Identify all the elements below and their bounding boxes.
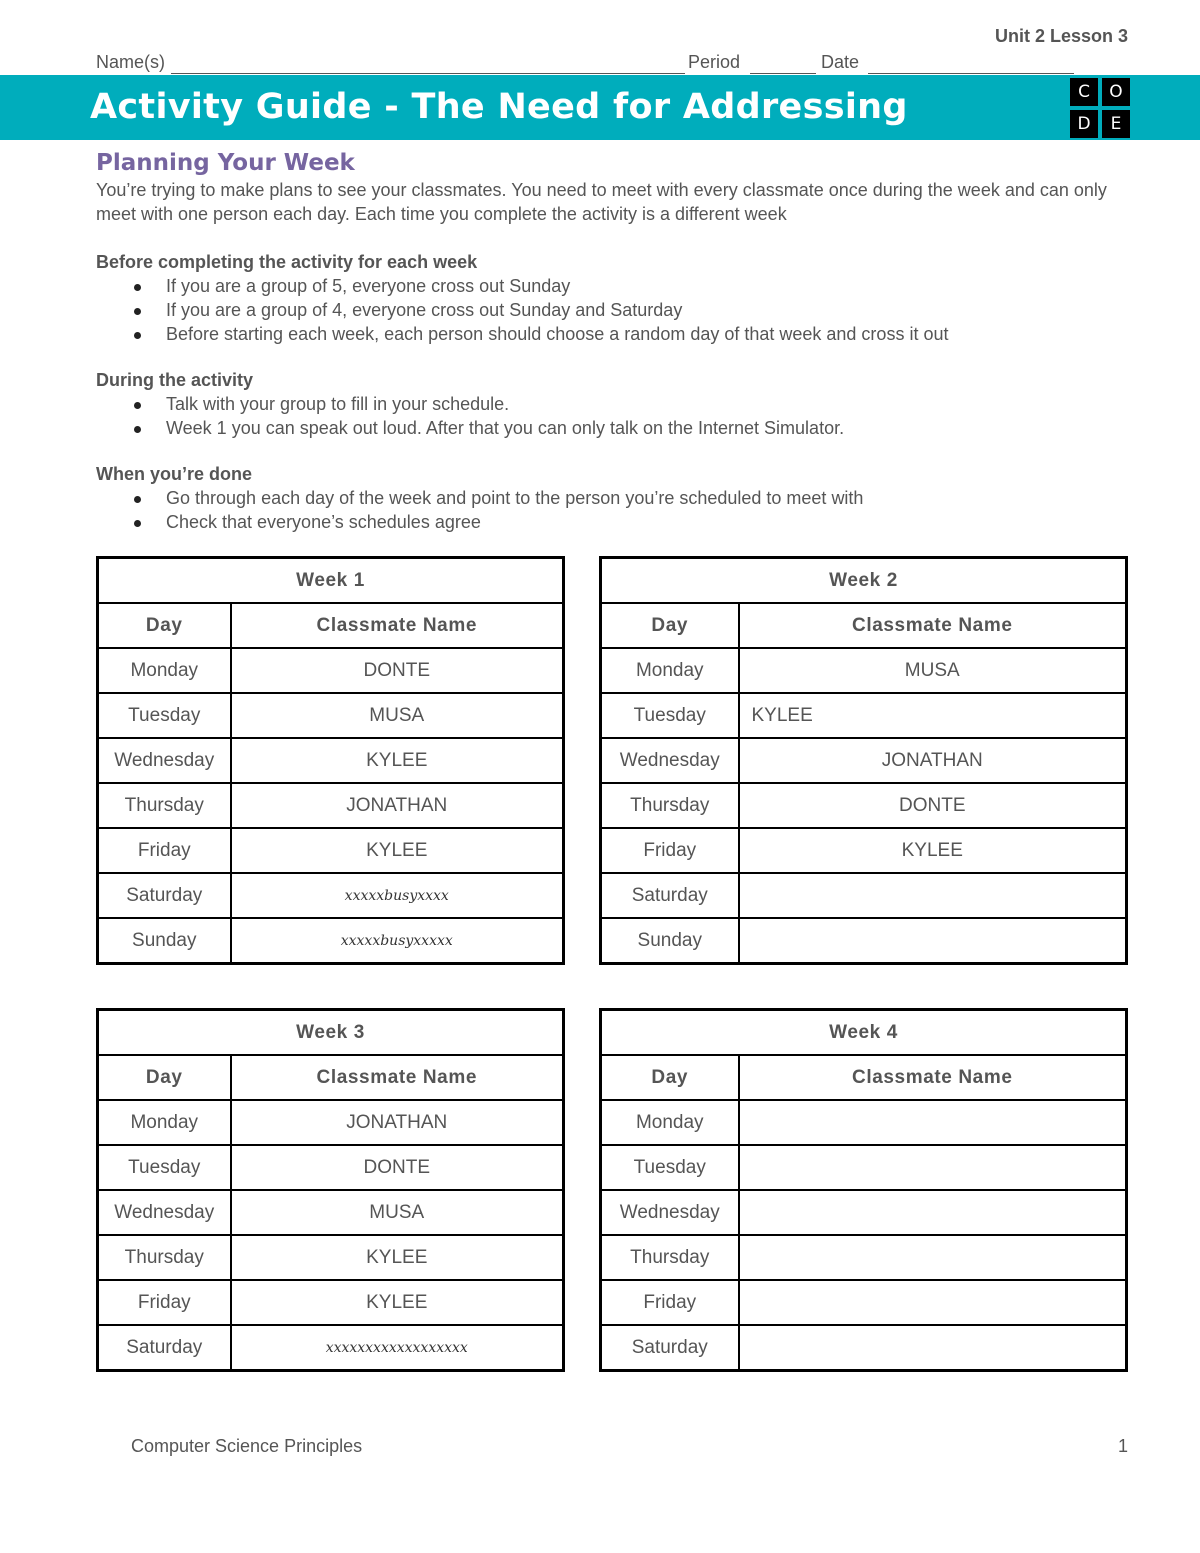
day-cell: Thursday <box>601 783 739 828</box>
table-row <box>601 828 1127 873</box>
classmate-header: Classmate Name <box>739 603 1127 648</box>
classmate-cell[interactable]: xxxxxxxxxxxxxxxxxx <box>231 1325 564 1371</box>
classmate-header: Classmate Name <box>231 603 564 648</box>
bullet-icon <box>134 308 141 315</box>
classmate-cell[interactable] <box>739 1100 1127 1145</box>
classmate-cell[interactable]: KYLEE <box>739 828 1127 873</box>
done-heading: When you’re done <box>96 464 253 484</box>
day-cell: Friday <box>98 828 231 873</box>
list-item-text: Check that everyone’s schedules agree <box>166 512 481 532</box>
week-title: Week 1 <box>98 558 564 604</box>
before-heading: Before completing the activity for each week <box>96 252 478 272</box>
list-item-text: Week 1 you can speak out loud. After that you can only talk on the Internet Simulator. <box>166 418 845 438</box>
classmate-cell[interactable]: KYLEE <box>739 693 1127 738</box>
day-cell: Thursday <box>98 1235 231 1280</box>
day-cell: Tuesday <box>98 693 231 738</box>
classmate-cell[interactable]: MUSA <box>231 1190 564 1235</box>
day-cell: Monday <box>98 648 231 693</box>
classmate-cell[interactable] <box>739 1145 1127 1190</box>
period-label: Period <box>688 52 741 72</box>
day-cell: Sunday <box>601 918 739 964</box>
classmate-cell[interactable] <box>739 1190 1127 1235</box>
day-cell: Wednesday <box>98 738 231 783</box>
classmate-header: Classmate Name <box>231 1055 564 1100</box>
logo-letter: D <box>1070 110 1098 138</box>
name-label: Name(s) <box>96 52 166 72</box>
list-item <box>96 486 1136 510</box>
classmate-cell[interactable] <box>739 1235 1127 1280</box>
classmate-cell[interactable]: DONTE <box>739 783 1127 828</box>
table-row <box>98 738 564 783</box>
week-3-table <box>96 1008 565 1372</box>
list-item-text: If you are a group of 4, everyone cross out Sunday and Saturday <box>166 300 683 320</box>
day-cell: Wednesday <box>601 738 739 783</box>
name-line[interactable] <box>171 73 685 74</box>
list-item-text: Talk with your group to fill in your schedule. <box>166 394 510 414</box>
day-header: Day <box>601 603 739 648</box>
table-row <box>98 1100 564 1145</box>
table-row <box>601 1280 1127 1325</box>
bullet-icon <box>134 284 141 291</box>
list-item <box>96 322 1136 346</box>
classmate-cell[interactable]: JONATHAN <box>231 1100 564 1145</box>
day-cell: Saturday <box>98 1325 231 1371</box>
name-period-date-row <box>96 52 1074 74</box>
week-1-table <box>96 556 565 965</box>
table-row <box>601 873 1127 918</box>
table-row <box>601 1145 1127 1190</box>
table-row <box>98 693 564 738</box>
instructions <box>96 150 1136 556</box>
bullet-icon <box>134 520 141 527</box>
week-4-table <box>599 1008 1128 1372</box>
classmate-cell[interactable]: KYLEE <box>231 1235 564 1280</box>
table-row <box>98 648 564 693</box>
list-item <box>96 416 1136 440</box>
table-row <box>98 1325 564 1371</box>
classmate-cell[interactable]: JONATHAN <box>231 783 564 828</box>
table-row <box>601 1190 1127 1235</box>
before-list <box>96 274 1136 346</box>
list-item-text: Go through each day of the week and point to the person you’re scheduled to meet with <box>166 488 864 508</box>
bullet-icon <box>134 496 141 503</box>
done-list <box>96 486 1136 534</box>
date-line[interactable] <box>868 73 1074 74</box>
table-row <box>98 1280 564 1325</box>
bullet-icon <box>134 402 141 409</box>
day-cell: Sunday <box>98 918 231 964</box>
code-logo <box>1070 78 1132 140</box>
day-cell: Monday <box>98 1100 231 1145</box>
table-row <box>98 1190 564 1235</box>
during-heading: During the activity <box>96 370 254 390</box>
list-item <box>96 274 1136 298</box>
table-row <box>601 1235 1127 1280</box>
classmate-cell[interactable]: MUSA <box>739 648 1127 693</box>
day-cell: Monday <box>601 648 739 693</box>
logo-letter: O <box>1102 78 1130 106</box>
week-title: Week 3 <box>98 1010 564 1056</box>
table-row <box>98 1145 564 1190</box>
classmate-cell[interactable] <box>739 873 1127 918</box>
day-cell: Friday <box>98 1280 231 1325</box>
classmate-cell[interactable] <box>739 918 1127 964</box>
unit-lesson-label: Unit 2 Lesson 3 <box>994 26 1128 46</box>
logo-letter: C <box>1070 78 1098 106</box>
day-cell: Thursday <box>601 1235 739 1280</box>
bullet-icon <box>134 332 141 339</box>
list-item <box>96 392 1136 416</box>
day-cell: Saturday <box>601 1325 739 1371</box>
classmate-cell[interactable]: KYLEE <box>231 828 564 873</box>
day-header: Day <box>98 603 231 648</box>
classmate-cell[interactable] <box>739 1325 1127 1371</box>
classmate-cell[interactable]: KYLEE <box>231 738 564 783</box>
list-item-text: Before starting each week, each person should choose a random day of that week and cross it out <box>166 324 949 344</box>
page-title: Activity Guide - The Need for Addressing <box>90 87 908 127</box>
table-row <box>98 828 564 873</box>
day-cell: Thursday <box>98 783 231 828</box>
table-row <box>601 783 1127 828</box>
table-row <box>601 648 1127 693</box>
period-line[interactable] <box>750 73 816 74</box>
day-header: Day <box>98 1055 231 1100</box>
day-cell: Friday <box>601 1280 739 1325</box>
day-cell: Tuesday <box>98 1145 231 1190</box>
week-title: Week 4 <box>601 1010 1127 1056</box>
classmate-cell[interactable]: xxxxxbusyxxxxx <box>231 918 564 964</box>
logo-letter: E <box>1102 110 1130 138</box>
classmate-cell[interactable] <box>739 1280 1127 1325</box>
intro-paragraph: You’re trying to make plans to see your classmates. You need to meet with every classmate once during the week and can only meet with one person each day. Each time you complete the activity is a different week <box>96 180 1107 224</box>
table-row <box>601 693 1127 738</box>
classmate-cell[interactable]: xxxxxbusyxxxx <box>231 873 564 918</box>
title-banner <box>0 75 1200 140</box>
classmate-cell[interactable]: DONTE <box>231 648 564 693</box>
classmate-header: Classmate Name <box>739 1055 1127 1100</box>
day-cell: Saturday <box>98 873 231 918</box>
date-label: Date <box>821 52 860 72</box>
classmate-cell[interactable]: MUSA <box>231 693 564 738</box>
day-cell: Monday <box>601 1100 739 1145</box>
week-2-table <box>599 556 1128 965</box>
list-item <box>96 510 1136 534</box>
list-item <box>96 298 1136 322</box>
classmate-cell[interactable]: DONTE <box>231 1145 564 1190</box>
during-list <box>96 392 1136 440</box>
day-cell: Tuesday <box>601 693 739 738</box>
table-row <box>98 918 564 964</box>
page-number: 1 <box>1118 1436 1129 1456</box>
classmate-cell[interactable]: JONATHAN <box>739 738 1127 783</box>
table-row <box>601 1100 1127 1145</box>
day-cell: Saturday <box>601 873 739 918</box>
day-cell: Wednesday <box>98 1190 231 1235</box>
week-title: Week 2 <box>601 558 1127 604</box>
section-title: Planning Your Week <box>96 150 355 176</box>
footer-course: Computer Science Principles <box>131 1436 363 1456</box>
table-row <box>98 873 564 918</box>
table-row <box>601 738 1127 783</box>
table-row <box>601 1325 1127 1371</box>
day-header: Day <box>601 1055 739 1100</box>
table-row <box>98 783 564 828</box>
classmate-cell[interactable]: KYLEE <box>231 1280 564 1325</box>
bullet-icon <box>134 426 141 433</box>
day-cell: Wednesday <box>601 1190 739 1235</box>
table-row <box>601 918 1127 964</box>
day-cell: Friday <box>601 828 739 873</box>
day-cell: Tuesday <box>601 1145 739 1190</box>
table-row <box>98 1235 564 1280</box>
list-item-text: If you are a group of 5, everyone cross out Sunday <box>166 276 571 296</box>
